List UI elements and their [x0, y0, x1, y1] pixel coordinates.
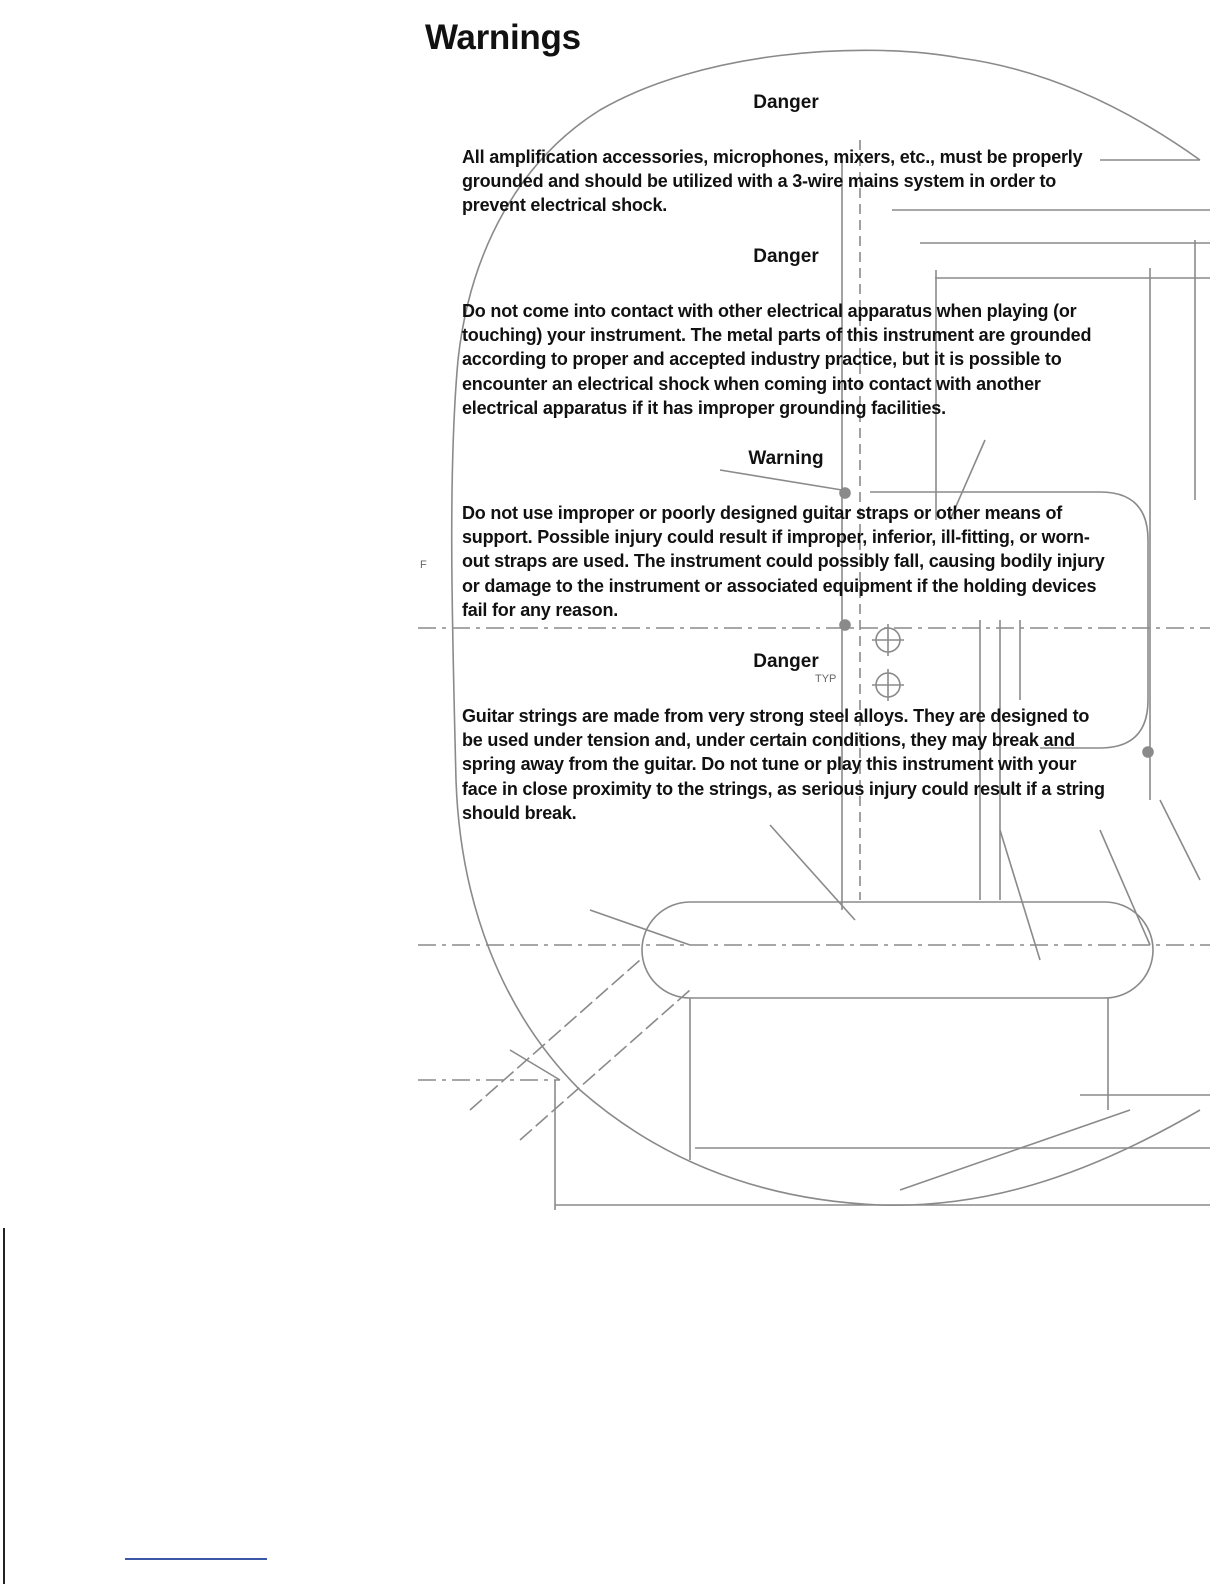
blueprint-typ-label: TYP — [815, 673, 837, 685]
warning-text: All amplification accessories, microphones, mixers, etc., must be properly grounded and should be utilized with a 3-wire mains system in order to prevent electrical shock. — [462, 147, 1083, 216]
footnote-rule — [125, 1558, 267, 1560]
page-edge-rule — [3, 1228, 5, 1584]
warning-text: Guitar strings are made from very strong steel alloys. They are designed to be used under tension and, under certain conditions, they may break and spring away from the guitar. Do not tune or play this instrument with your face in close proximity to the strings, as serious injury could result if a string should break. — [462, 706, 1105, 823]
warning-text: Do not come into contact with other electrical apparatus when playing (or touching) your instrument. The metal parts of this instrument are grounded according to proper and accepted industry practice, but it is possible to encounter an electrical shock when coming into contact with another electrical apparatus if it has improper grounding facilities. — [462, 301, 1092, 418]
warning-text: Do not use improper or poorly designed guitar straps or other means of support. Possible injury could result if improper, inferior, ill-fitting, or worn-out straps are used. The instrument could possibly fall, causing bodily injury or damage to the instrument or associated equipment if the holding devices fail for any reason. — [462, 503, 1105, 620]
pickup-outline — [642, 902, 1153, 998]
blueprint-left-marker: F — [420, 559, 427, 571]
warning-heading: Danger — [753, 651, 819, 672]
page-title: Warnings — [425, 18, 581, 57]
warning-heading: Warning — [748, 448, 824, 469]
warning-heading: Danger — [753, 92, 819, 113]
warning-heading: Danger — [753, 246, 819, 267]
